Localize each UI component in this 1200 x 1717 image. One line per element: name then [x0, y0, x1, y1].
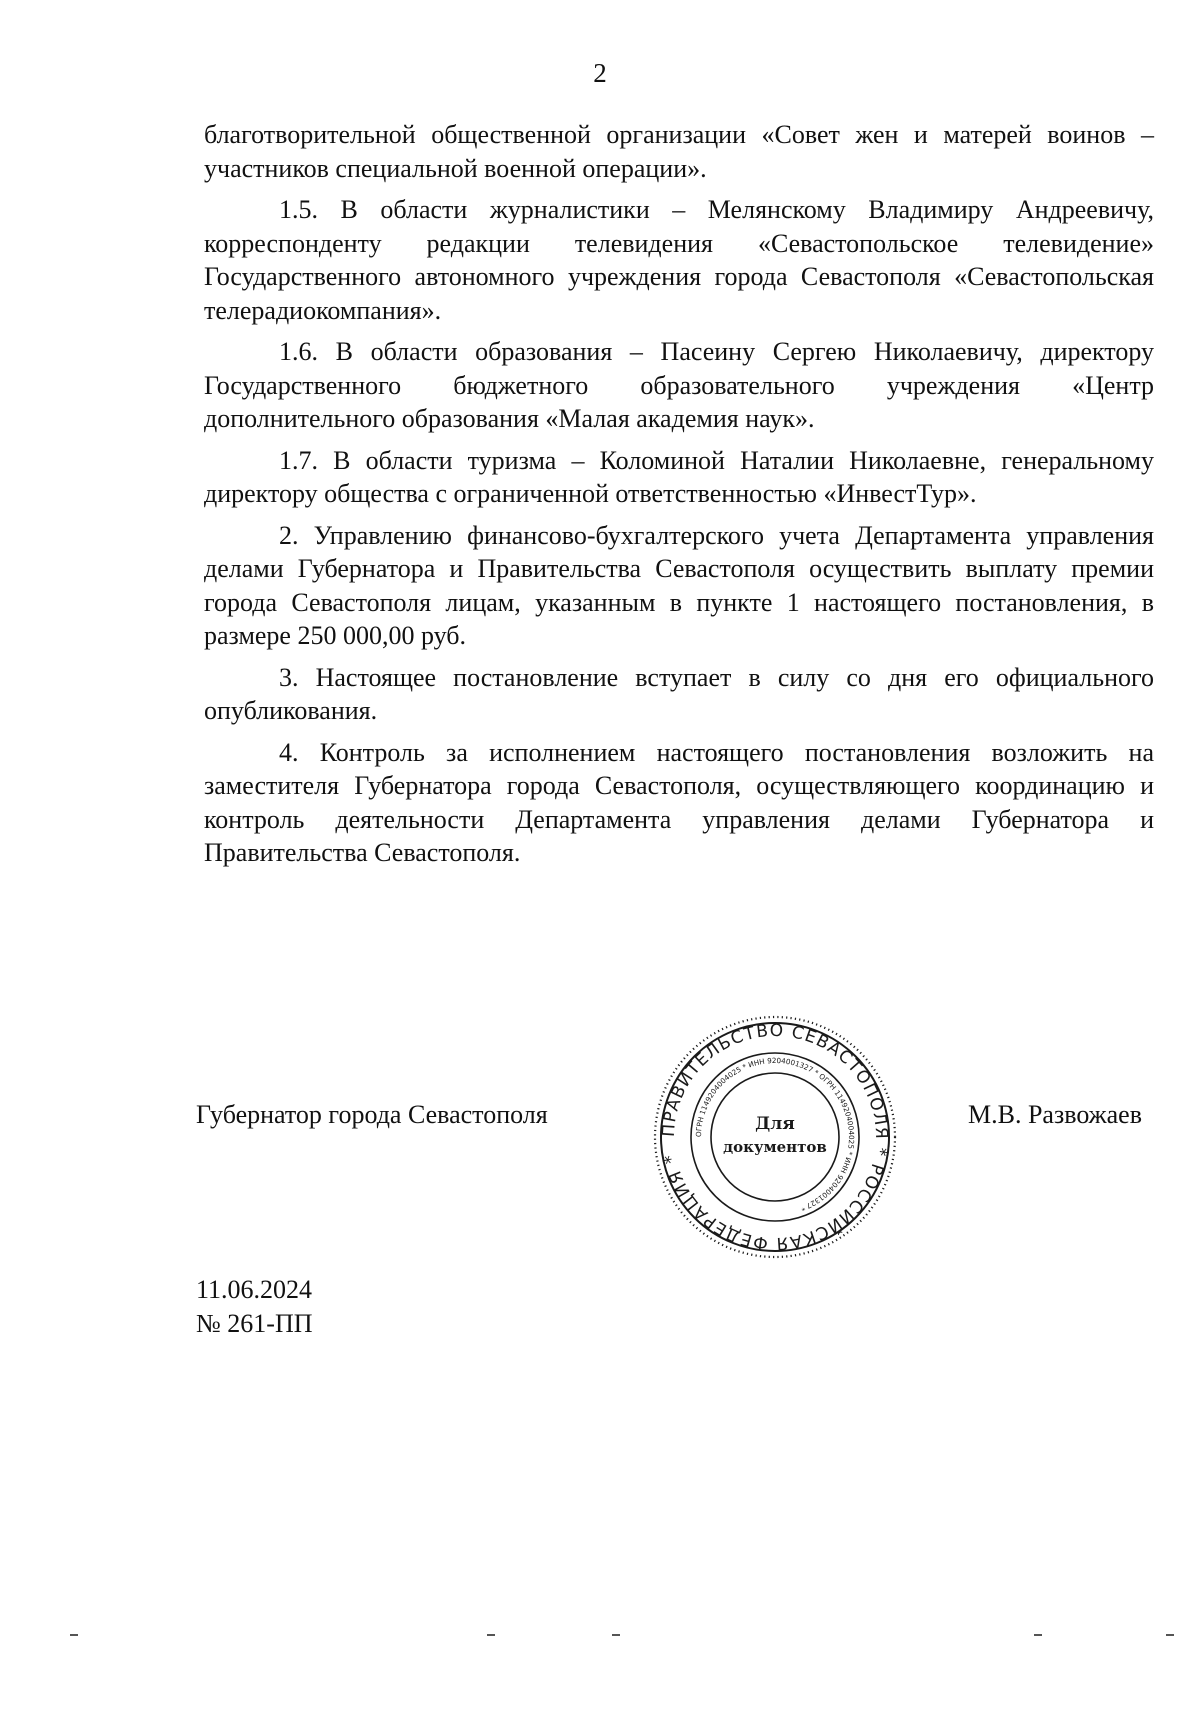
signatory-title: Губернатор города Севастополя — [196, 1100, 548, 1129]
page-number: 2 — [593, 58, 607, 88]
paragraph-1-7: 1.7. В области туризма – Коломиной Наталии Николаевне, генеральному директору общества с ограниченной ответственностью «ИнвестТур». — [204, 445, 1154, 508]
seal-outer-text-path: ПРАВИТЕЛЬСТВО СЕВАСТОПОЛЯ * РОССИЙСКАЯ ФЕДЕРАЦИЯ * — [658, 1020, 892, 1254]
paragraph-1-6: 1.6. В области образования – Пасеину Сергею Николаевичу, директору Государственного бюджетного образовательного учреждения «Центр дополнительного образования «Малая академия наук». — [204, 337, 1154, 433]
signatory-name: М.В. Развожаев — [967, 1100, 1142, 1129]
scan-artifact — [487, 1634, 495, 1636]
seal-inner-text — [694, 1056, 856, 1213]
official-seal — [650, 1012, 900, 1262]
scan-artifact — [1166, 1634, 1174, 1636]
paragraph-continuation: благотворительной общественной организации «Совет жен и матерей воинов – участников специальной военной операции». — [204, 120, 1154, 183]
document-date: 11.06.2024 — [196, 1275, 313, 1304]
scan-artifact — [70, 1634, 78, 1636]
paragraph-1-5: 1.5. В области журналистики – Мелянскому Владимиру Андреевичу, корреспонденту редакции телевидения «Севастопольское телевидение» Государственного автономного учреждения города Севастополя «Севастопольская телерадиокомпания». — [204, 195, 1154, 325]
document-number: № 261-ПП — [196, 1309, 313, 1338]
seal-inner-text-path: ОГРН 1149204004025 * ИНН 9204001327 * ОГРН 1149204004025 * ИНН 9204001327 * — [693, 1055, 857, 1214]
scan-artifact — [1034, 1634, 1042, 1636]
paragraph-4: 4. Контроль за исполнением настоящего постановления возложить на заместителя Губернатора города Севастополя, осуществляющего координацию и контроль деятельности Департамента управления делами Губернатора и Правительства Севастополя. — [204, 737, 1154, 867]
seal-center-line-2: документов — [723, 1138, 827, 1156]
paragraph-3: 3. Настоящее постановление вступает в силу со дня его официального опубликования. — [204, 662, 1154, 725]
document-body — [204, 118, 1154, 878]
scan-artifact — [612, 1634, 620, 1636]
paragraph-2: 2. Управлению финансово-бухгалтерского учета Департамента управления делами Губернатора и Правительства Севастополя осуществить выплату премии города Севастополя лицам, указанным в пункте 1 настоящего постановления, в размере 250 000,00 руб. — [204, 520, 1154, 650]
seal-center-line-1: Для — [755, 1114, 795, 1134]
